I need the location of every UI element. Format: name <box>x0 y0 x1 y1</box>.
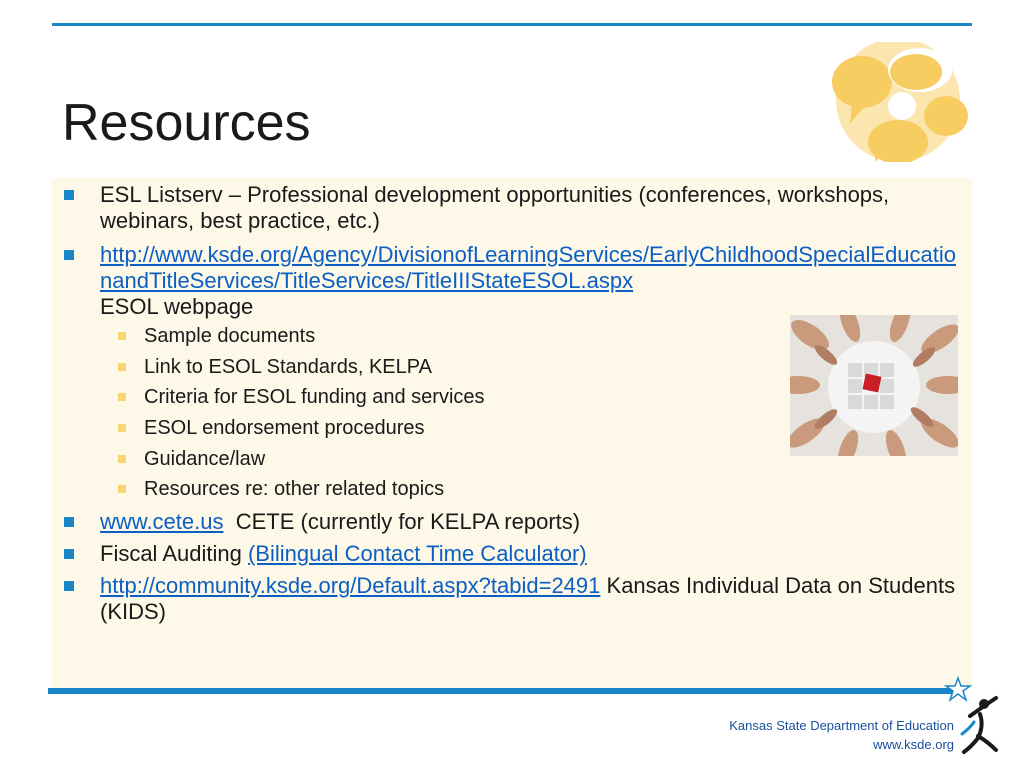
list-item-fiscal-auditing <box>62 541 962 567</box>
square-bullet-icon <box>118 424 126 432</box>
cete-link[interactable]: www.cete.us <box>100 509 224 535</box>
square-bullet-icon <box>64 250 74 260</box>
square-bullet-icon <box>64 190 74 200</box>
footer-org-name: Kansas State Department of Education <box>729 718 954 733</box>
list-item-kids <box>62 573 962 625</box>
list-item-cete <box>62 509 962 535</box>
sub-item-related-topics <box>100 477 962 501</box>
sub-item-text: Link to ESOL Standards, KELPA <box>144 355 432 378</box>
slide-title: Resources <box>62 93 311 152</box>
square-bullet-icon <box>118 332 126 340</box>
sub-item-text: Resources re: other related topics <box>144 478 445 501</box>
sub-item-text: Sample documents <box>144 325 316 347</box>
footer-url: www.ksde.org <box>873 737 954 752</box>
list-item-text: CETE (currently for KELPA reports) <box>235 509 581 535</box>
esol-webpage-link[interactable]: http://www.ksde.org/Agency/DivisionofLearningServices/EarlyChildhoodSpecialEducationandTitleServices/TitleServices/TitleIIIStateESOL.aspx <box>100 242 957 293</box>
sub-item-text: Guidance/law <box>144 447 266 470</box>
top-divider <box>52 23 972 26</box>
square-bullet-icon <box>64 549 74 559</box>
list-item-text: ESOL webpage <box>100 294 254 319</box>
speech-bubbles-logo-icon <box>828 42 968 162</box>
kids-link[interactable]: http://community.ksde.org/Default.aspx?tabid=2491 <box>100 573 601 599</box>
kids-figure-star-logo-icon <box>944 676 1004 756</box>
square-bullet-icon <box>64 517 74 527</box>
footer <box>729 716 954 754</box>
square-bullet-icon <box>118 363 126 371</box>
contact-time-calculator-link[interactable]: (Bilingual Contact Time Calculator) <box>247 541 587 567</box>
bottom-divider <box>48 688 956 694</box>
hands-puzzle-photo <box>790 315 958 456</box>
sub-item-text: Criteria for ESOL funding and services <box>144 386 485 409</box>
list-item-esl-listserv <box>62 182 962 234</box>
square-bullet-icon <box>118 485 126 493</box>
square-bullet-icon <box>118 455 126 463</box>
list-item-text: Kansas Individual Data on Students (KIDS) <box>100 573 956 625</box>
square-bullet-icon <box>118 393 126 401</box>
list-item-text: ESL Listserv – Professional development opportunities (conferences, workshops, webinars, best practice, etc.) <box>100 182 890 233</box>
sub-item-text: ESOL endorsement procedures <box>144 417 425 440</box>
square-bullet-icon <box>64 581 74 591</box>
list-item-text: Fiscal Auditing <box>100 541 242 567</box>
